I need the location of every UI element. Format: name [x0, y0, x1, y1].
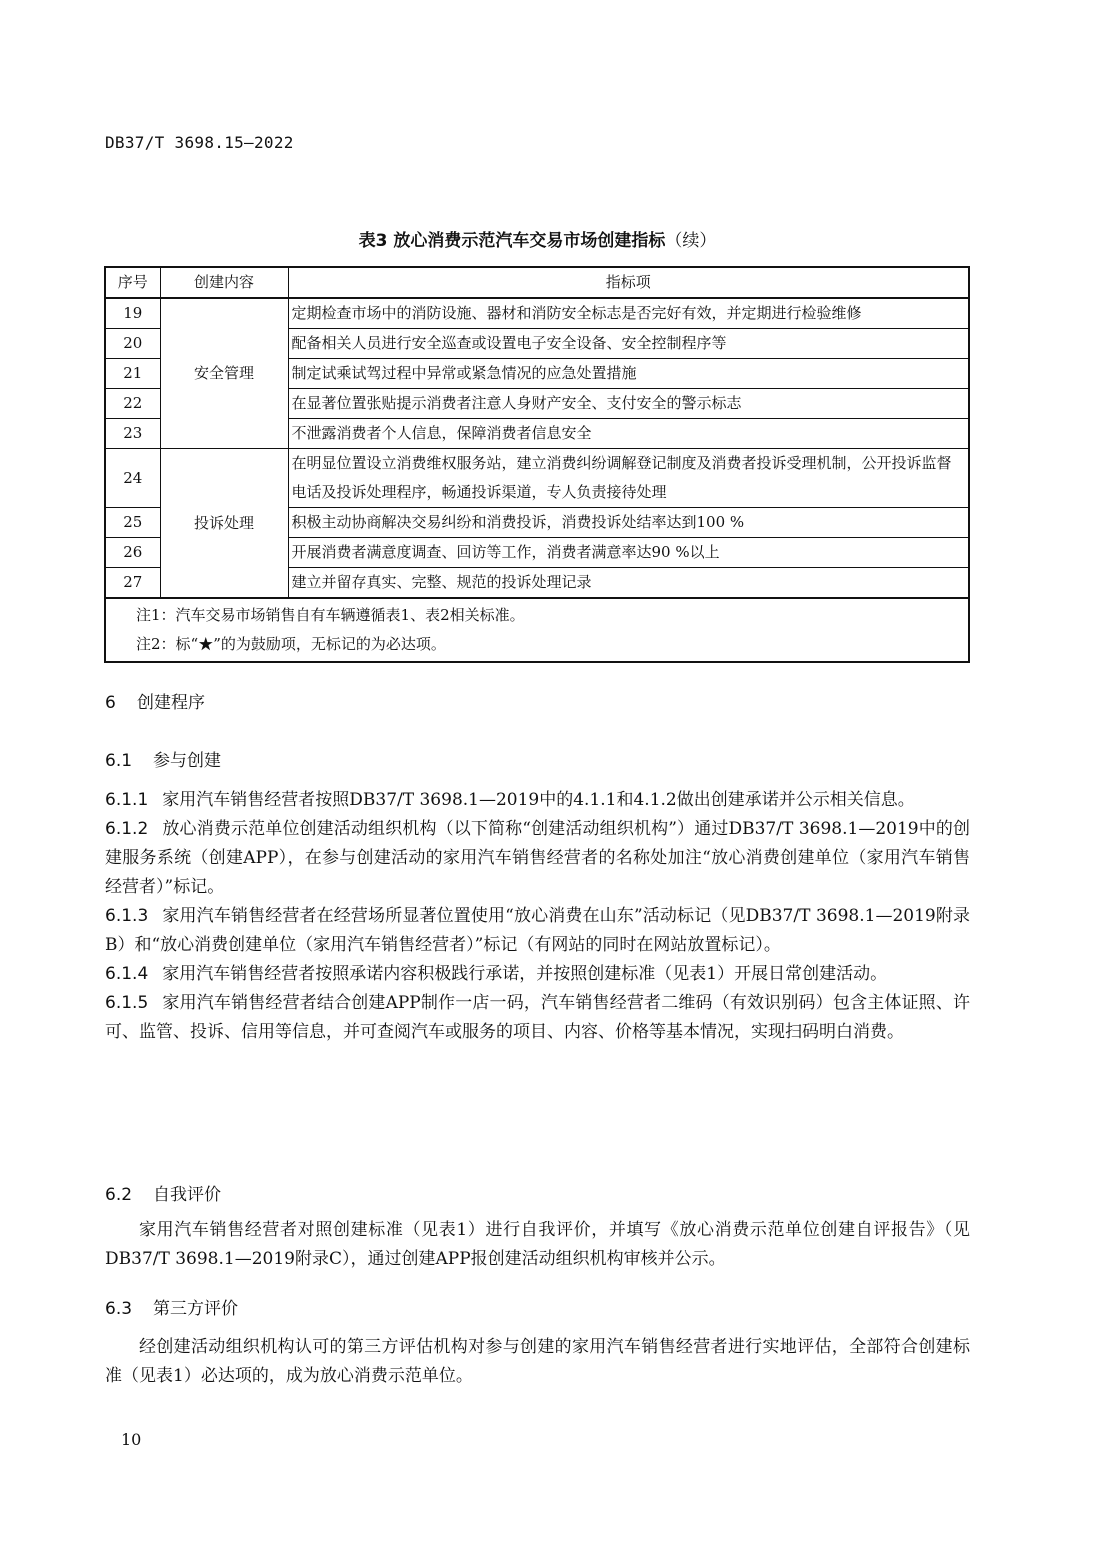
table-row [105, 298, 969, 329]
table-title-text: 表3 放心消费示范汽车交易市场创建指标 [358, 231, 666, 251]
category-cell: 安全管理 [160, 298, 288, 449]
clause [105, 989, 970, 1047]
column-header-content: 创建内容 [160, 267, 288, 298]
row-number: 19 [105, 298, 160, 329]
clause-number: 6.1.1 [105, 790, 149, 810]
subsection-number: 6.2 [105, 1185, 133, 1205]
clause-number: 6.1.2 [105, 819, 149, 839]
clause-number: 6.1.3 [105, 906, 149, 926]
clause [105, 815, 970, 902]
section-title: 创建程序 [137, 693, 205, 713]
table-note-1: 注1：汽车交易市场销售自有车辆遵循表1、表2相关标准。 [136, 606, 525, 624]
clause [105, 902, 970, 960]
row-number: 23 [105, 419, 160, 449]
indicator-text: 建立并留存真实、完整、规范的投诉处理记录 [288, 568, 969, 599]
table-notes [105, 598, 969, 662]
indicator-text: 制定试乘试驾过程中异常或紧急情况的应急处置措施 [288, 359, 969, 389]
row-number: 24 [105, 449, 160, 508]
subsection-title: 参与创建 [153, 751, 221, 771]
third-party-evaluation-paragraph: 经创建活动组织机构认可的第三方评估机构对参与创建的家用汽车销售经营者进行实地评估，全部符合创建标准（见表1）必达项的，成为放心消费示范单位。 [105, 1337, 970, 1386]
indicator-table [104, 266, 970, 663]
clause-text: 放心消费示范单位创建活动组织机构（以下简称“创建活动组织机构”）通过DB37/T 3698.1—2019中的创建服务系统（创建APP），在参与创建活动的家用汽车销售经营者的名称处加注“放心消费创建单位（家用汽车销售经营者）”标记。 [105, 819, 970, 897]
section-6-heading [105, 688, 970, 713]
clause-number: 6.1.4 [105, 964, 149, 984]
clause-text: 家用汽车销售经营者结合创建APP制作一店一码，汽车销售经营者二维码（有效识别码）包含主体证照、许可、监管、投诉、信用等信息，并可查阅汽车或服务的项目、内容、价格等基本情况，实现扫码明白消费。 [105, 993, 970, 1042]
clause-list [105, 786, 970, 1047]
subsection-title: 自我评价 [153, 1185, 221, 1205]
table-note-2: 注2：标“★”的为鼓励项，无标记的为必达项。 [136, 635, 446, 653]
subsection-title: 第三方评价 [153, 1299, 238, 1319]
row-number: 21 [105, 359, 160, 389]
section-6-3-heading [105, 1294, 970, 1319]
page-number: 10 [121, 1430, 142, 1449]
indicator-text: 在显著位置张贴提示消费者注意人身财产安全、支付安全的警示标志 [288, 389, 969, 419]
table-title [105, 226, 970, 251]
indicator-text: 定期检查市场中的消防设施、器材和消防安全标志是否完好有效，并定期进行检验维修 [288, 298, 969, 329]
indicator-text: 在明显位置设立消费维权服务站，建立消费纠纷调解登记制度及消费者投诉受理机制，公开投诉监督电话及投诉处理程序，畅通投诉渠道，专人负责接待处理 [288, 449, 969, 508]
clause-text: 家用汽车销售经营者按照DB37/T 3698.1—2019中的4.1.1和4.1.2做出创建承诺并公示相关信息。 [162, 790, 915, 810]
indicator-text: 积极主动协商解决交易纠纷和消费投诉，消费投诉处结率达到100 % [288, 508, 969, 538]
indicator-text: 不泄露消费者个人信息，保障消费者信息安全 [288, 419, 969, 449]
clause-number: 6.1.5 [105, 993, 149, 1013]
row-number: 22 [105, 389, 160, 419]
row-number: 27 [105, 568, 160, 599]
column-header-number: 序号 [105, 267, 160, 298]
section-number: 6 [105, 693, 116, 713]
row-number: 20 [105, 329, 160, 359]
table-header-row [105, 267, 969, 298]
clause [105, 960, 970, 989]
table-notes-row [105, 598, 969, 662]
row-number: 26 [105, 538, 160, 568]
indicator-text: 配备相关人员进行安全巡查或设置电子安全设备、安全控制程序等 [288, 329, 969, 359]
row-number: 25 [105, 508, 160, 538]
table-row [105, 449, 969, 508]
table-title-continued: （续） [665, 231, 717, 251]
self-evaluation-paragraph: 家用汽车销售经营者对照创建标准（见表1）进行自我评价，并填写《放心消费示范单位创建自评报告》（见DB37/T 3698.1—2019附录C），通过创建APP报创建活动组织机构审核并公示。 [105, 1220, 970, 1269]
clause-text: 家用汽车销售经营者按照承诺内容积极践行承诺，并按照创建标准（见表1）开展日常创建活动。 [162, 964, 888, 984]
category-cell: 投诉处理 [160, 449, 288, 599]
clause [105, 786, 970, 815]
section-6-1-heading [105, 746, 970, 771]
indicator-text: 开展消费者满意度调查、回访等工作，消费者满意率达90 %以上 [288, 538, 969, 568]
section-6-2-heading [105, 1180, 970, 1205]
clause-text: 家用汽车销售经营者在经营场所显著位置使用“放心消费在山东”活动标记（见DB37/T 3698.1—2019附录B）和“放心消费创建单位（家用汽车销售经营者）”标记（有网站的同时在网站放置标记）。 [105, 906, 970, 955]
subsection-number: 6.3 [105, 1299, 133, 1319]
document-code: DB37/T 3698.15—2022 [105, 133, 294, 152]
column-header-indicator: 指标项 [288, 267, 969, 298]
subsection-number: 6.1 [105, 751, 133, 771]
